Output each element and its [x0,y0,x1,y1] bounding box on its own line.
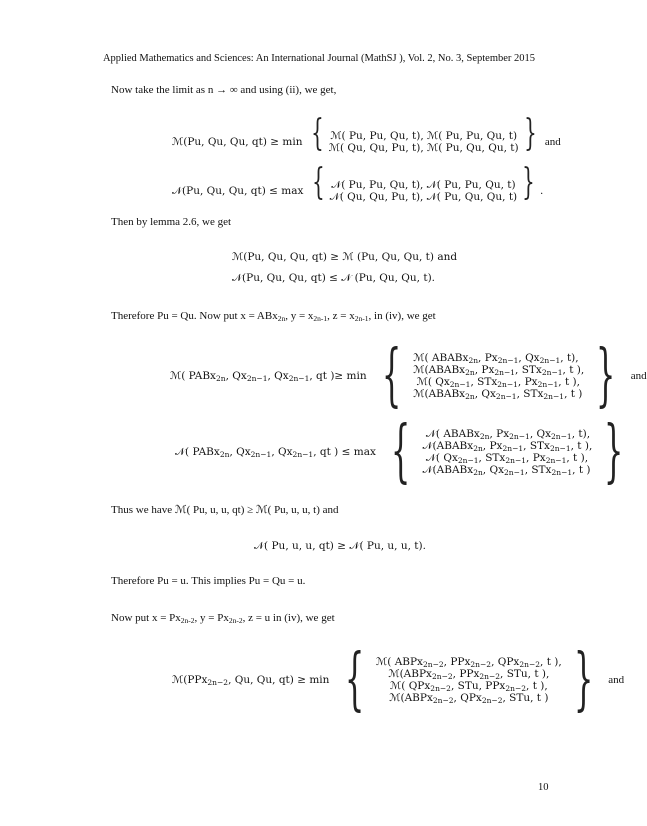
right-brace-icon: } [573,640,594,719]
equation-m-lemma: ℳ(Pu, Qu, Qu, qt) ≥ ℳ (Pu, Qu, Qu, t) and [232,251,458,263]
eq4-line: ℳ( $Qx_{2n-1}$, STx$_{2n-1}$, $Px_{2n-1}$, t ), [413,376,580,389]
equation-m-ppx [172,640,625,719]
left-brace-icon: { [381,336,402,415]
eq2-line: 𝒩( Pu, Pu, Qu, t), 𝒩( Pu, Pu, Qu, t) [331,179,516,191]
left-brace-icon: { [391,412,411,491]
eq7-line: ℳ( QPx$_{2n-2}$, STu, PPx$_{2n-2}$, t ), [390,680,548,693]
equation-m-pab [170,336,647,415]
left-brace-icon: { [311,162,325,203]
eq5-lhs: 𝒩( PABx$_{2n}$, $Qx_{2n-1}$, $Qx_{2n-1}$, qt ) ≤ max [175,445,376,459]
eq7-stack [376,656,562,704]
eq2-line: 𝒩( Qu, Qu, Pu, t), 𝒩( Pu, Qu, Qu, t) [329,191,518,203]
p3-text: Therefore Pu = Qu. Now put x = ABx$_{2n}$, $y = x_{2n-1}$, $z = x_{2n-1}$, in (iv), we get [111,310,436,323]
right-brace-icon: } [522,162,535,203]
eq1-line: ℳ( Pu, Pu, Qu, t), ℳ( Pu, Pu, Qu, t) [330,130,518,142]
eq2-lhs: 𝒩(Pu, Qu, Qu, qt) ≤ max [172,185,304,197]
right-brace-icon: } [523,113,537,154]
eq1-stack [329,130,519,154]
eq7-and: and [608,674,625,686]
eq1-line: ℳ( Qu, Qu, Pu, t), ℳ( Pu, Qu, Qu, t) [328,142,519,154]
eq4-stack [413,352,584,400]
equation-n-pu: 𝒩( Pu, u, u, qt) ≥ 𝒩( Pu, u, u, t). [254,540,426,552]
equation-m-min [172,113,561,154]
eq1-and: and [544,136,561,148]
eq7-lhs: ℳ(PPx$_{2n-2}$, Qu, Qu, qt) ≥ min [172,674,330,687]
equation-n-max [172,162,544,203]
eq7-line: ℳ(ABPx$_{2n-2}$, QPx$_{2n-2}$, STu, t ) [389,692,549,705]
eq5-stack [423,428,593,476]
eq5-line: 𝒩( ABABx$_{2n}$, $Px_{2n-1}$, $Qx_{2n-1}$, t), [422,428,591,441]
right-brace-icon: } [604,412,624,491]
eq7-line: ℳ(ABPx$_{2n-2}$, PPx$_{2n-2}$, STu, t ), [388,668,550,681]
eq2-stack [330,179,517,203]
eq5-line: 𝒩( $Qx_{2n-1}$, STx$_{2n-1}$, $Px_{2n-1}$, t ), [422,452,589,465]
page-number: 10 [538,782,549,793]
eq4-and: and [630,370,647,382]
equation-n-pab [175,412,636,491]
eq7-line: ℳ( ABPx$_{2n-2}$, PPx$_{2n-2}$, QPx$_{2n-2}$, t ), [376,656,562,669]
eq5-line: 𝒩(ABABx$_{2n}$, $Px_{2n-1}$, STx$_{2n-1}$, t ), [422,440,593,453]
eq5-line: 𝒩(ABABx$_{2n}$, $Qx_{2n-1}$, STx$_{2n-1}$, t ) [422,464,591,477]
eq1-lhs: ℳ(Pu, Qu, Qu, qt) ≥ min [172,136,303,148]
right-brace-icon: } [596,336,616,415]
paragraph-substitution-2 [111,612,335,624]
left-brace-icon: { [344,640,365,719]
eq4-lhs: ℳ( PABx$_{2n}$, $Qx_{2n-1}$, $Qx_{2n-1}$, qt )≥ min [170,370,367,383]
paragraph-pu-equals-u: Therefore Pu = u. This implies Pu = Qu = u. [111,575,306,587]
paragraph-limit: Now take the limit as n → ∞ and using (ii), we get, [111,84,337,96]
eq2-period: . [540,185,544,197]
eq4-line: ℳ( ABABx$_{2n}$, $Px_{2n-1}$, $Qx_{2n-1}$, t), [413,352,579,365]
running-header: Applied Mathematics and Sciences: An International Journal (MathSJ ), Vol. 2, No. 3, September 2015 [102,53,536,64]
eq4-line: ℳ(ABABx$_{2n}$, $Px_{2n-1}$, STx$_{2n-1}$, t ), [413,364,585,377]
p6-text: Now put $x = Px_{2n-2}$, $y = Px_{2n-2}$, z = u in (iv), we get [111,612,335,625]
eq4-line: ℳ(ABABx$_{2n}$, $Qx_{2n-1}$, STx$_{2n-1}$, t ) [413,388,583,401]
equation-n-lemma: 𝒩(Pu, Qu, Qu, qt) ≤ 𝒩 (Pu, Qu, Qu, t). [232,272,436,284]
paragraph-lemma: Then by lemma 2.6, we get [111,216,232,228]
paragraph-thus: Thus we have ℳ( Pu, u, u, qt) ≥ ℳ( Pu, u, u, t) and [111,504,339,516]
left-brace-icon: { [311,113,324,154]
paragraph-substitution-1 [111,310,436,322]
